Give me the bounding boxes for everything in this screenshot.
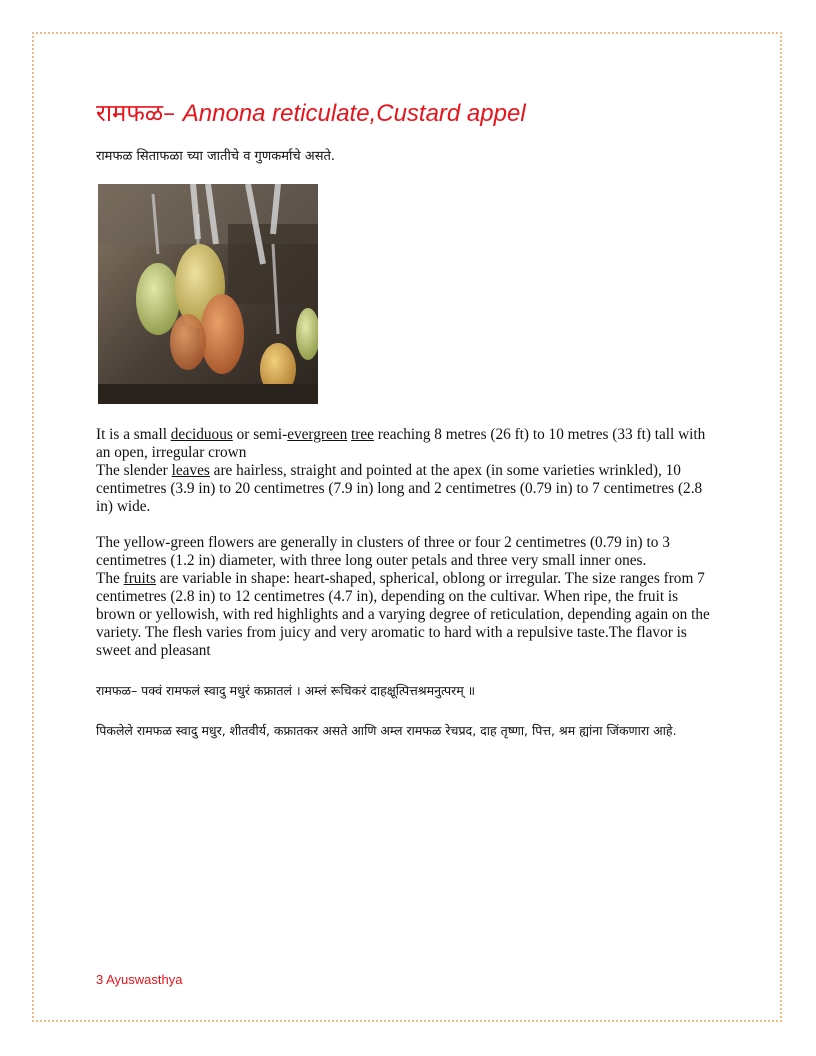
text-run: are hairless, straight and pointed at the apex (in some varieties wrinkled), 10 centimetres (3.9 in) to 20 centimetres (7.9 in) long and 2 centimetres (0.79 in) to 7 centimetres (2.8 in) wide. xyxy=(96,462,703,515)
page-footer: 3 Ayuswasthya xyxy=(96,972,183,987)
text-run: It is a small xyxy=(96,426,171,443)
link-tree[interactable]: tree xyxy=(351,426,374,443)
link-fruits[interactable]: fruits xyxy=(123,570,156,587)
text-run: The slender xyxy=(96,462,172,479)
custard-apple-photo xyxy=(98,184,318,404)
description-paragraph xyxy=(96,426,721,462)
text-run: or semi- xyxy=(232,426,288,443)
page-title xyxy=(96,96,736,131)
text-run: are variable in shape: heart-shaped, spherical, oblong or irregular. The size ranges from 7 centimetres (2.8 in) to 12 centimetres (4.7 in), depending on the cultivar. When ripe, the fruit is brown or yellowish, with red highlights and a varying degree of reticulation, depending again on the variety. The flesh varies from juicy and very aromatic to hard with a repulsive taste.The flavor is sweet and pleasant xyxy=(96,570,710,659)
marathi-meaning: पिकलेले रामफळ स्वादु मधुर, शीतवीर्य, कफ्रातकर असते आणि अम्ल रामफळ रेचप्रद, दाह तृष्णा, पित्त, श्रम ह्यांना जिंकणारा आहे. xyxy=(96,723,677,738)
leaves-paragraph xyxy=(96,462,721,516)
link-leaves[interactable]: leaves xyxy=(171,462,210,479)
english-description xyxy=(96,426,721,660)
title-marathi: रामफळ– xyxy=(96,99,183,127)
flowers-paragraph: The yellow-green flowers are generally in clusters of three or four 2 centimetres (0.79 in) to 3 centimetres (1.2 in) diameter, with three long outer petals and three very small inner ones. xyxy=(96,534,670,569)
fruits-paragraph xyxy=(96,570,721,660)
sanskrit-shloka: रामफळ– पक्वं रामफलं स्वादु मधुरं कफ्रातलं । अम्लं रूचिकरं दाहक्षूत्पित्तश्रमनुत्परम् ॥ xyxy=(96,683,476,698)
text-run: reaching 8 metres (26 ft) to 10 metres (33 ft) tall with an open, irregular crown xyxy=(96,426,706,461)
text-run: The xyxy=(96,570,124,587)
title-latin: Annona reticulate,Custard appel xyxy=(182,100,526,127)
link-evergreen[interactable]: evergreen xyxy=(287,426,348,443)
link-deciduous[interactable]: deciduous xyxy=(170,426,233,443)
intro-text: रामफळ सिताफळा च्या जातीचे व गुणकर्माचे असते. xyxy=(96,149,336,164)
